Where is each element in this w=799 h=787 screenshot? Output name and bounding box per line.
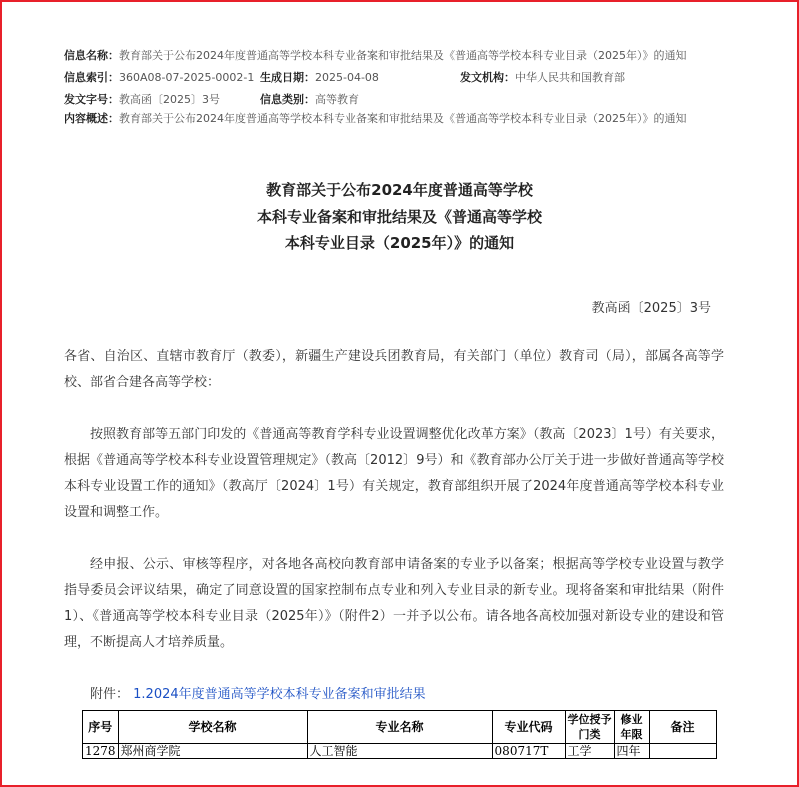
salutation: 各省、自治区、直辖市教育厅（教委），新疆生产建设兵团教育局，有关部门（单位）教育司（局），部属各高等学校、部省合建各高等学校： [64,349,724,390]
meta-date-value: 2025-04-08 [315,71,379,84]
meta-row-date [260,71,379,85]
table-header-row [83,711,717,744]
meta-name-value: 教育部关于公布2024年度普通高等学校本科专业备案和审批结果及《普通高等学校本科专业目录（2025年）》的通知 [119,49,687,62]
meta-row-name [64,49,687,63]
body-paragraph-1: 按照教育部等五部门印发的《普通高等教育学科专业设置调整优化改革方案》（教高〔2023〕1号）有关要求，根据《普通高等学校本科专业设置管理规定》（教高〔2012〕9号）和《教育部办公厅关于进一步做好普通高等学校本科专业设置工作的通知》（教高厅〔2024〕1号）有关规定，教育部组织开展了2024年度普通高等学校本科专业设置和调整工作。 [64,427,724,520]
meta-date-label: 生成日期： [260,71,315,84]
meta-issuer-value: 中华人民共和国教育部 [515,71,625,84]
cell-remark [649,744,716,759]
result-table [82,710,717,759]
col-header-years: 修业年限 [614,711,649,744]
doc-title-line-2: 本科专业备案和审批结果及《普通高等学校 [256,208,542,226]
cell-school: 郑州商学院 [118,744,307,759]
meta-row-category [260,93,359,107]
col-header-school: 学校名称 [118,711,307,744]
meta-row-docno [64,93,220,107]
body-paragraph-2: 经申报、公示、审核等程序，对各地各高校向教育部申请备案的专业予以备案；根据高等学校专业设置与教学指导委员会评议结果，确定了同意设置的国家控制布点专业和列入专业目录的新专业。现将备案和审批结果（附件1）、《普通高等学校本科专业目录（2025年）》（附件2）一并予以公布。请各地各高校加强对新设专业的建设和管理，不断提高人才培养质量。 [64,557,724,650]
meta-summary-label: 内容概述： [64,112,119,125]
cell-major: 人工智能 [307,744,492,759]
col-header-code: 专业代码 [492,711,565,744]
col-header-remark: 备注 [649,711,716,744]
meta-index-label: 信息索引： [64,71,119,84]
meta-row-index [64,71,254,85]
cell-years: 四年 [614,744,649,759]
attachment-link[interactable]: 1.2024年度普通高等学校本科专业备案和审批结果 [133,687,426,702]
doc-title-line-3: 本科专业目录（2025年）》的通知 [284,234,515,252]
attachment-line [90,683,426,702]
meta-row-summary [64,112,687,126]
table-row [83,744,717,759]
meta-name-label: 信息名称： [64,49,119,62]
meta-summary-value: 教育部关于公布2024年度普通高等学校本科专业备案和审批结果及《普通高等学校本科专业目录（2025年）》的通知 [119,112,687,125]
meta-category-label: 信息类别： [260,93,315,106]
meta-category-value: 高等教育 [315,93,359,106]
cell-degree: 工学 [565,744,614,759]
col-header-index: 序号 [83,711,119,744]
cell-index: 1278 [83,744,119,759]
meta-row-issuer [460,71,625,85]
meta-issuer-label: 发文机构： [460,71,515,84]
doc-number: 教高函〔2025〕3号 [591,301,711,316]
doc-title-line-1: 教育部关于公布2024年度普通高等学校 [266,181,533,199]
col-header-major: 专业名称 [307,711,492,744]
col-header-degree: 学位授予门类 [565,711,614,744]
cell-code: 080717T [492,744,565,759]
meta-index-value: 360A08-07-2025-0002-1 [119,71,255,84]
attachment-label: 附件： [90,687,130,702]
meta-docno-value: 教高函〔2025〕3号 [119,93,220,106]
meta-docno-label: 发文字号： [64,93,119,106]
